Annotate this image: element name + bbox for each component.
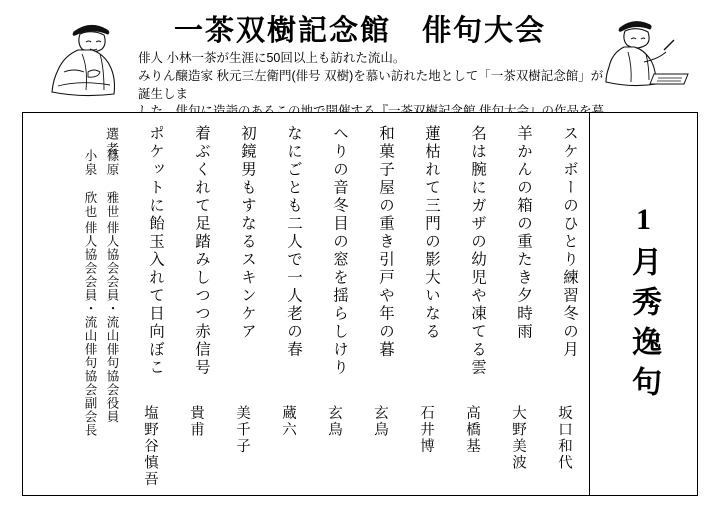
haiku-author: 大野美波 bbox=[510, 405, 526, 471]
haiku-text: 初鏡男もすなるスキンケア bbox=[239, 125, 256, 341]
haiku-text: 羊かんの箱の重たき夕時雨 bbox=[515, 125, 532, 341]
haiku-author: 塩野谷慎吾 bbox=[142, 405, 158, 488]
haiku-entry bbox=[309, 121, 355, 489]
haiku-table bbox=[22, 112, 698, 496]
haiku-columns bbox=[23, 113, 589, 495]
haiku-entry bbox=[493, 121, 539, 489]
haiku-entry bbox=[125, 121, 171, 489]
selector-name: 篠原 雅世 bbox=[105, 149, 119, 219]
selector-block bbox=[33, 121, 125, 489]
haiku-author: 玄鳥 bbox=[372, 405, 388, 438]
haiku-text: なにごとも二人で一人老の春 bbox=[285, 125, 302, 359]
page-title: 一茶双樹記念館 俳句大会 bbox=[173, 15, 546, 47]
haiku-text: ポケットに飴玉入れて日向ぼこ bbox=[147, 125, 164, 377]
haiku-author: 美千子 bbox=[234, 405, 250, 455]
haiku-text: スケボーのひとり練習冬の月 bbox=[561, 125, 578, 359]
section-heading: 1月秀逸句 bbox=[627, 202, 660, 406]
selector-label: 選者 bbox=[104, 127, 119, 157]
haiku-text: 着ぶくれて足踏みしつつ赤信号 bbox=[193, 125, 210, 377]
haiku-author: 貴甫 bbox=[188, 405, 204, 438]
haiku-entry bbox=[263, 121, 309, 489]
haiku-entry bbox=[401, 121, 447, 489]
selector-role: 俳人協会会員・流山俳句協会副会長 bbox=[83, 221, 97, 437]
section-heading-column bbox=[589, 113, 697, 495]
haiku-author: 坂口和代 bbox=[556, 405, 572, 471]
document-header bbox=[0, 0, 720, 108]
haiku-text: 和菓子屋の重き引戸や年の暮 bbox=[377, 125, 394, 359]
haiku-entry bbox=[539, 121, 585, 489]
haiku-author: 高橋基 bbox=[464, 405, 480, 455]
haiku-author: 石井博 bbox=[418, 405, 434, 455]
haiku-text: へりの音冬目の窓を揺らしけり bbox=[331, 125, 348, 377]
haiku-author: 蔵六 bbox=[280, 405, 296, 438]
haiku-entry bbox=[355, 121, 401, 489]
haiku-author: 玄鳥 bbox=[326, 405, 342, 438]
intro-line-2: みりん醸造家 秋元三左衛門(俳号 双樹)を慕い訪れた地として「一茶双樹記念館」が誕生しま bbox=[138, 68, 604, 101]
selector-role: 俳人協会会員・流山俳句協会役員 bbox=[105, 221, 119, 424]
haiku-text: 名は腕にガザの幼児や凍てる雲 bbox=[469, 125, 486, 377]
haiku-entry bbox=[217, 121, 263, 489]
haiku-entry bbox=[171, 121, 217, 489]
haiku-text: 蓮枯れて三門の影大いなる bbox=[423, 125, 440, 341]
haiku-entry bbox=[447, 121, 493, 489]
selector-name: 小泉 欣也 bbox=[83, 149, 97, 219]
intro-line-1: 俳人 小林一茶が生涯に50回以上も訪れた流山。 bbox=[138, 51, 406, 65]
